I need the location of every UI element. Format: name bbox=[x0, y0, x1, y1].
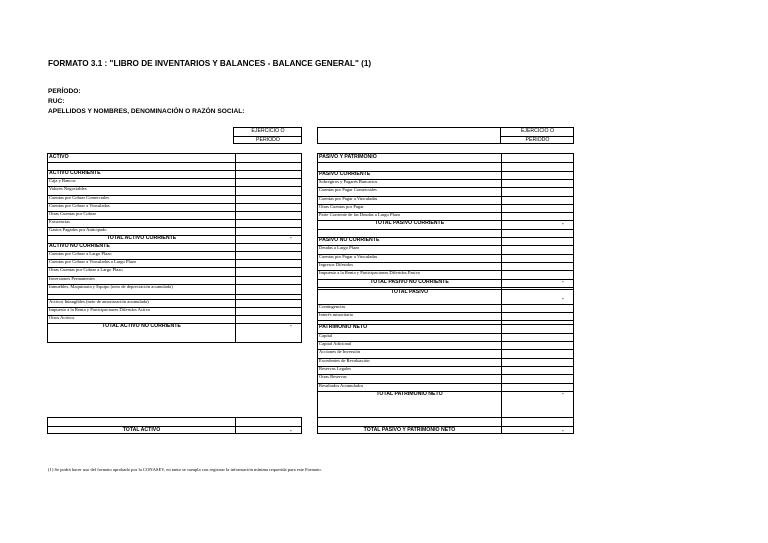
razon-social-label: APELLIDOS Y NOMBRES, DENOMINACIÓN O RAZÓN SOCIAL: bbox=[48, 108, 245, 115]
table-row bbox=[318, 341, 573, 349]
periodo-label: PERÍODO: bbox=[48, 88, 81, 95]
table-row bbox=[48, 219, 301, 227]
pasivo-patrimonio-table bbox=[317, 153, 574, 418]
row-label: Cuentas por Pagar a Vinculadas bbox=[319, 253, 378, 259]
row-label: Otras Cuentas por Pagar bbox=[319, 203, 364, 209]
table-row bbox=[48, 235, 301, 243]
row-label: Cuentas por Cobrar a Vinculadas bbox=[49, 202, 110, 208]
table-row bbox=[318, 262, 573, 270]
row-label: Caja y Bancos bbox=[49, 178, 76, 184]
table-row bbox=[48, 267, 301, 275]
row-value: - bbox=[562, 220, 564, 227]
row-label: PASIVO NO CORRIENTE bbox=[319, 237, 380, 243]
row-label: Deudas a Largo Plazo bbox=[319, 245, 360, 251]
row-label: Capital Adicional bbox=[319, 341, 352, 346]
table-row bbox=[48, 251, 301, 259]
left-header-spacer bbox=[47, 127, 234, 144]
row-label: Contingencias bbox=[319, 303, 346, 309]
row-value: - bbox=[562, 391, 564, 398]
total-label: TOTAL PASIVO Y PATRIMONIO NETO bbox=[363, 427, 456, 433]
table-row bbox=[318, 383, 573, 391]
row-label: PASIVO Y PATRIMONIO bbox=[319, 154, 377, 160]
table-row bbox=[48, 307, 301, 315]
right-periodo-label: PERIODO bbox=[525, 136, 550, 143]
table-row bbox=[318, 204, 573, 212]
table-row bbox=[318, 349, 573, 357]
row-value: - bbox=[562, 278, 564, 285]
table-row bbox=[318, 254, 573, 262]
row-label: Inmuebles, Maquinaria y Equipo (neto de depreciación acumulada) bbox=[49, 283, 173, 289]
table-row bbox=[318, 366, 573, 374]
table-row bbox=[48, 284, 301, 294]
table-row bbox=[48, 227, 301, 235]
row-label: TOTAL ACTIVO CORRIENTE bbox=[106, 235, 177, 241]
table-row bbox=[318, 324, 573, 332]
row-label: Impuesto a la Renta y Participaciones Diferidos Activo bbox=[49, 306, 151, 312]
row-label: TOTAL PASIVO NO CORRIENTE bbox=[370, 278, 449, 285]
row-label: ACTIVO bbox=[49, 154, 69, 160]
row-label: PATRIMONIO NETO bbox=[319, 324, 368, 331]
table-row bbox=[318, 171, 573, 179]
row-value: - bbox=[290, 235, 292, 242]
row-label: Interés minoritario bbox=[319, 312, 354, 318]
total-activo-table bbox=[47, 417, 302, 434]
row-label: Cuentas por Cobrar a Vinculadas a Largo Plazo bbox=[49, 259, 137, 265]
row-label: Parte Corriente de las Deudas a Largo Plazo bbox=[319, 212, 401, 218]
table-row bbox=[318, 229, 573, 237]
page-title: FORMATO 3.1 : "LIBRO DE INVENTARIOS Y BALANCES - BALANCE GENERAL" (1) bbox=[48, 59, 372, 68]
row-label: Existencias bbox=[49, 218, 70, 224]
table-row bbox=[318, 196, 573, 204]
row-label: Resultados Acumulados bbox=[319, 382, 364, 388]
table-row bbox=[318, 212, 573, 220]
total-label: TOTAL ACTIVO bbox=[122, 427, 161, 433]
table-row bbox=[48, 323, 301, 331]
activo-table bbox=[47, 153, 302, 343]
table-row bbox=[318, 237, 573, 245]
table-row bbox=[318, 245, 573, 253]
table-row bbox=[48, 178, 301, 186]
row-label: Impuesto a la Renta y Participaciones Diferidos Pasivo bbox=[319, 270, 421, 276]
table-row bbox=[48, 203, 301, 211]
left-ejercicio-label: EJERCICIO O bbox=[251, 127, 285, 134]
table-row bbox=[318, 270, 573, 278]
table-row bbox=[318, 391, 573, 399]
table-row bbox=[48, 299, 301, 307]
row-label: Inversiones Permanentes bbox=[49, 275, 95, 281]
table-row bbox=[48, 259, 301, 267]
table-row bbox=[48, 186, 301, 194]
left-periodo-label: PERIODO bbox=[256, 136, 280, 143]
table-row bbox=[318, 333, 573, 341]
right-ejercicio-label: EJERCICIO O bbox=[520, 127, 555, 134]
row-label: TOTAL PATRIMONIO NETO bbox=[376, 390, 443, 397]
total-value: - bbox=[290, 428, 292, 434]
table-row bbox=[48, 211, 301, 219]
total-pasivo-patrimonio-table bbox=[317, 417, 574, 434]
table-row bbox=[48, 195, 301, 203]
ruc-label: RUC: bbox=[48, 98, 65, 105]
table-row bbox=[318, 304, 573, 312]
table-row bbox=[318, 289, 573, 304]
table-row bbox=[318, 179, 573, 187]
row-label: ACTIVO CORRIENTE bbox=[49, 170, 101, 177]
row-label: Otros Activos bbox=[49, 314, 75, 320]
table-row bbox=[318, 154, 573, 162]
row-label: Cuentas por Pagar a Vinculadas bbox=[319, 195, 378, 201]
table-row bbox=[48, 315, 301, 323]
row-label: Acciones de Inversión bbox=[319, 349, 361, 355]
row-label: Cuentas por Cobrar a Largo Plazo bbox=[49, 251, 112, 257]
row-label: TOTAL PASIVO bbox=[390, 288, 429, 295]
right-header-spacer bbox=[317, 127, 501, 144]
row-label: Gastos Pagados por Anticipado bbox=[49, 226, 107, 232]
right-column-header bbox=[500, 127, 574, 144]
row-label: Capital bbox=[319, 332, 333, 338]
total-value: - bbox=[562, 428, 564, 434]
left-column-header bbox=[233, 127, 302, 144]
row-label: Otras Cuentas por Cobrar a Largo Plazo bbox=[49, 267, 123, 273]
table-row bbox=[48, 154, 301, 162]
table-row bbox=[48, 170, 301, 178]
row-label: Cuentas por Cobrar Comerciales bbox=[49, 194, 110, 200]
row-label: Excedentes de Revaluación bbox=[319, 357, 370, 363]
row-value: - bbox=[290, 322, 292, 329]
row-label: TOTAL PASIVO CORRIENTE bbox=[374, 220, 445, 227]
row-label: Sobregiros y Pagarés Bancarios bbox=[319, 178, 378, 184]
row-label: ACTIVO NO CORRIENTE bbox=[49, 243, 110, 250]
table-row bbox=[318, 279, 573, 287]
row-label: Cuentas por Pagar Comerciales bbox=[319, 187, 377, 193]
table-row bbox=[318, 162, 573, 170]
row-label: PASIVO CORRIENTE bbox=[319, 170, 371, 177]
table-row bbox=[48, 276, 301, 284]
table-row bbox=[48, 162, 301, 170]
row-label: Reservas Legales bbox=[319, 365, 352, 371]
table-row bbox=[318, 358, 573, 366]
row-value: - bbox=[562, 295, 564, 302]
table-row bbox=[318, 220, 573, 228]
table-row bbox=[48, 243, 301, 251]
row-label: Otras Reservas bbox=[319, 374, 347, 380]
table-row bbox=[318, 187, 573, 195]
row-label: Activos Intangibles (neto de amortización acumulada) bbox=[49, 298, 149, 304]
row-label: Ingresos Diferidos bbox=[319, 261, 354, 267]
table-row bbox=[318, 374, 573, 382]
row-label: Valores Negociables bbox=[49, 186, 87, 192]
row-label: Otras Cuentas por Cobrar bbox=[49, 210, 97, 216]
footnote: (1) Se podrá hacer uso del formato aprobado por la CONASEV, en tanto se cumpla con registrar la información mínima requerida para este Formato. bbox=[48, 467, 322, 472]
row-label: TOTAL ACTIVO NO CORRIENTE bbox=[102, 322, 181, 329]
table-row bbox=[318, 312, 573, 320]
